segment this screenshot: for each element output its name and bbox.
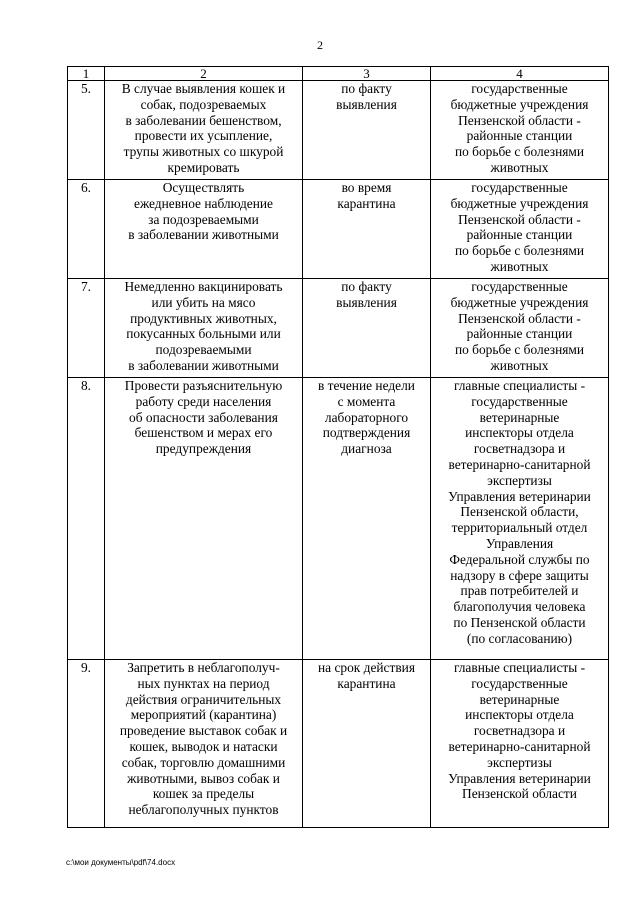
- file-path-footer: c:\мои документы\pdf\74.docx: [66, 858, 176, 867]
- page-number: 2: [317, 38, 323, 52]
- term-cell: в течение недели с момента лабораторного подтверждения диагноза: [303, 378, 431, 660]
- table-row: [68, 81, 609, 180]
- responsible-cell: главные специалисты - государственные ветеринарные инспекторы отдела госветнадзора и ветеринарно-санитарной экспертизы Управления ветеринарии Пензенской области: [431, 660, 609, 828]
- responsible-cell: государственные бюджетные учреждения Пензенской области - районные станции по борьбе с болезнями животных: [431, 81, 609, 180]
- measure-cell: В случае выявления кошек и собак, подозреваемых в заболевании бешенством, провести их усыпление, трупы животных со шкурой кремировать: [105, 81, 303, 180]
- header-cell: 4: [431, 67, 609, 81]
- table-header-row: [68, 67, 609, 81]
- header-cell: 3: [303, 67, 431, 81]
- measure-cell: Немедленно вакцинировать или убить на мясо продуктивных животных, покусанных больными или подозреваемыми в заболевании животными: [105, 279, 303, 378]
- row-number: 9.: [68, 660, 105, 828]
- header-cell: 1: [68, 67, 105, 81]
- measure-cell: Провести разъяснительную работу среди населения об опасности заболевания бешенством и мерах его предупреждения: [105, 378, 303, 660]
- term-cell: по факту выявления: [303, 279, 431, 378]
- term-cell: на срок действия карантина: [303, 660, 431, 828]
- row-number: 7.: [68, 279, 105, 378]
- table-row: [68, 660, 609, 828]
- term-cell: во время карантина: [303, 180, 431, 279]
- responsible-cell: государственные бюджетные учреждения Пензенской области - районные станции по борьбе с болезнями животных: [431, 279, 609, 378]
- table-row: [68, 180, 609, 279]
- table-row: [68, 279, 609, 378]
- measure-cell: Запретить в неблагополуч- ных пунктах на период действия ограничительных мероприятий (карантина) проведение выставок собак и кошек, выводок и натаски собак, торговлю домашними животными, вывоз собак и кошек за пределы неблагополучных пунктов: [105, 660, 303, 828]
- measures-table: [67, 66, 609, 828]
- term-cell: по факту выявления: [303, 81, 431, 180]
- responsible-cell: главные специалисты - государственные ветеринарные инспекторы отдела госветнадзора и ветеринарно-санитарной экспертизы Управления ветеринарии Пензенской области, территориальный отдел Управления Федеральной службы по надзору в сфере защиты прав потребителей и благополучия человека по Пензенской области (по согласованию): [431, 378, 609, 660]
- row-number: 8.: [68, 378, 105, 660]
- header-cell: 2: [105, 67, 303, 81]
- responsible-cell: государственные бюджетные учреждения Пензенской области - районные станции по борьбе с болезнями животных: [431, 180, 609, 279]
- measure-cell: Осуществлять ежедневное наблюдение за подозреваемыми в заболевании животными: [105, 180, 303, 279]
- row-number: 6.: [68, 180, 105, 279]
- row-number: 5.: [68, 81, 105, 180]
- table-row: [68, 378, 609, 660]
